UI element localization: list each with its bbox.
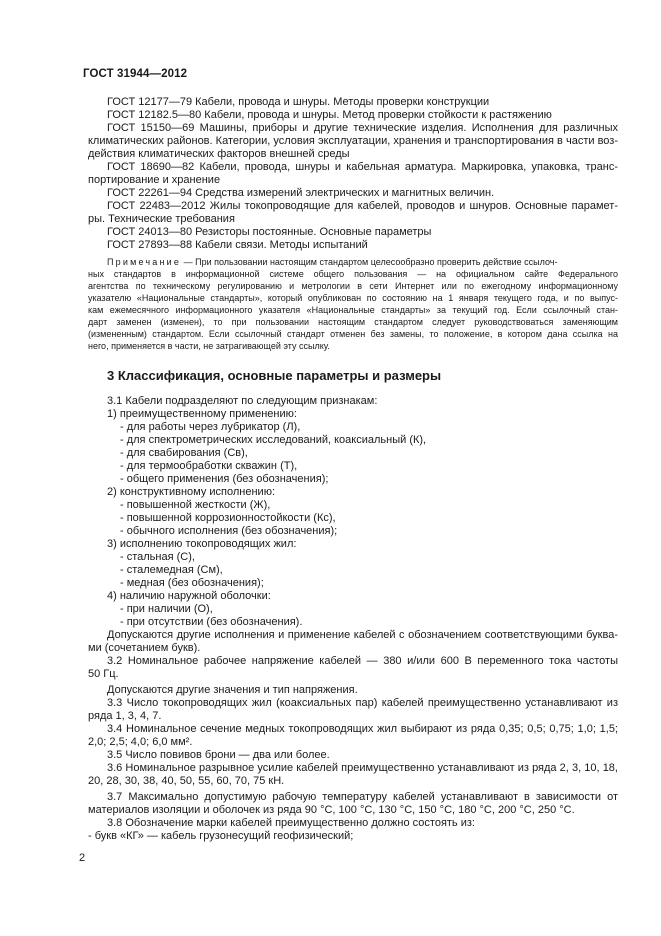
list-item: - повышенной жесткости (Ж), [120,499,271,511]
body-line: 2,0; 2,5; 4,0; 6,0 мм². [88,736,193,748]
ref-line: ГОСТ 22483—2012 Жилы токопроводящие для кабелей, проводов и шнуров. Основные парамет- [107,200,618,212]
body-line: 3.7 Максимально допустимую рабочую температуру кабелей устанавливают в зависимости от [107,791,618,803]
note-line: (измененным) стандартом. Если ссылочный стандарт отменен без замены, то положение, в котором дана ссылка на [88,329,618,339]
page-number: 2 [79,852,86,864]
list-item: - для спектрометрических исследований, коаксиальный (К), [120,434,427,446]
list-item: - обычного исполнения (без обозначения); [120,525,338,537]
list-item: - при отсутствии (без обозначения). [120,616,303,628]
note-line: него, применяется в части, не затрагивающей эту ссылку. [88,341,330,351]
list-item: - медная (без обозначения); [120,577,264,589]
list-item: - сталемедная (См), [120,564,223,576]
body-line: 3.5 Число повивов брони — два или более. [107,749,330,761]
list-item: - для работы через лубрикатор (Л), [120,421,301,433]
list-item: - стальная (С), [120,551,195,563]
body-line: 2) конструктивному исполнению: [107,486,276,498]
body-line: 3.4 Номинальное сечение медных токопроводящих жил выбирают из ряда 0,35; 0,5; 0,75; 1,0; 1,5; [107,723,618,735]
document-header: ГОСТ 31944—2012 [83,68,188,80]
body-line: ряда 1, 3, 4, 7. [88,710,162,722]
body-line: 3.8 Обозначение марки кабелей преимущественно должно состоять из: [107,817,475,829]
body-line: 3.3 Число токопроводящих жил (коаксиальных пар) кабелей преимущественно устанавливают из [107,697,618,709]
note-line: Примечание — При пользовании настоящим стандартом целесообразно проверить действие ссылоч- [107,257,558,267]
ref-line: ГОСТ 18690—82 Кабели, провода, шнуры и кабельная арматура. Маркировка, упаковка, транс- [107,161,618,173]
note-line: дарт заменен (изменен), то при пользовании настоящим стандартом следует руководствоваться заменяющим [88,317,618,327]
body-line: 4) наличию наружной оболочки: [107,590,271,602]
body-line: 3.6 Номинальное разрывное усилие кабелей преимущественно устанавливают из ряда 2, 3, 10, 18, [107,762,618,774]
body-line: ми (сочетанием букв). [88,642,201,654]
body-line: 3.2 Номинальное рабочее напряжение кабелей — 380 и/или 600 В переменного тока частоты [107,655,618,667]
ref-line: ры. Технические требования [88,213,235,225]
body-line: 3.1 Кабели подразделяют по следующим признакам: [107,395,378,407]
ref-line: ГОСТ 24013—80 Резисторы постоянные. Основные параметры [107,226,432,238]
ref-line: ГОСТ 15150—69 Машины, приборы и другие технические изделия. Исполнения для различных [107,122,618,134]
ref-line: действия климатических факторов внешней среды [88,148,350,160]
body-line: 1) преимущественному применению: [107,408,297,420]
ref-line: портирование и хранение [88,174,221,186]
ref-line: ГОСТ 12182.5—80 Кабели, провода и шнуры. Метод проверки стойкости к растяжению [107,109,552,121]
note-line: указателю «Национальные стандарты», который опубликован по состоянию на 1 января текущего года, и по выпус- [88,293,618,303]
note-line: агентства по техническому регулированию и метрологии в сети Интернет или по ежегодному информационному [88,281,618,291]
body-line: - букв «КГ» — кабель грузонесущий геофизический; [88,830,354,842]
body-line: Допускаются другие значения и тип напряжения. [107,684,358,696]
ref-line: ГОСТ 12177—79 Кабели, провода и шнуры. Методы проверки конструкции [107,96,490,108]
body-line: материалов изоляции и оболочек из ряда 90 °С, 100 °С, 130 °С, 150 °С, 180 °С, 200 °С, 250 °С. [88,804,575,816]
section-heading: 3 Классификация, основные параметры и размеры [107,368,442,383]
note-label: Примечание [107,257,182,267]
ref-line: ГОСТ 22261—94 Средства измерений электрических и магнитных величин. [107,187,495,199]
note-line: кам ежемесячного информационного указателя «Национальные стандарты» за текущий год. Если ссылочный стан- [88,305,618,315]
note-line: ных стандартов в информационной системе общего пользования — на официальном сайте Федерального [88,269,618,279]
ref-line: климатических районов. Категории, условия эксплуатации, хранения и транспортирования в части воз- [88,135,618,147]
body-line: 50 Гц. [88,668,119,680]
list-item: - для термообработки скважин (Т), [120,460,298,472]
list-item: - при наличии (О), [120,603,213,615]
body-line: Допускаются другие исполнения и применение кабелей с обозначением соответствующими буква- [107,629,618,641]
ref-line: ГОСТ 27893—88 Кабели связи. Методы испытаний [107,239,368,251]
list-item: - для свабирования (Св), [120,447,248,459]
list-item: - общего применения (без обозначения); [120,473,329,485]
body-line: 3) исполнению токопроводящих жил: [107,538,297,550]
body-line: 20, 28, 30, 38, 40, 50, 55, 60, 70, 75 кН. [88,775,285,787]
list-item: - повышенной коррозионностойкости (Кс), [120,512,336,524]
